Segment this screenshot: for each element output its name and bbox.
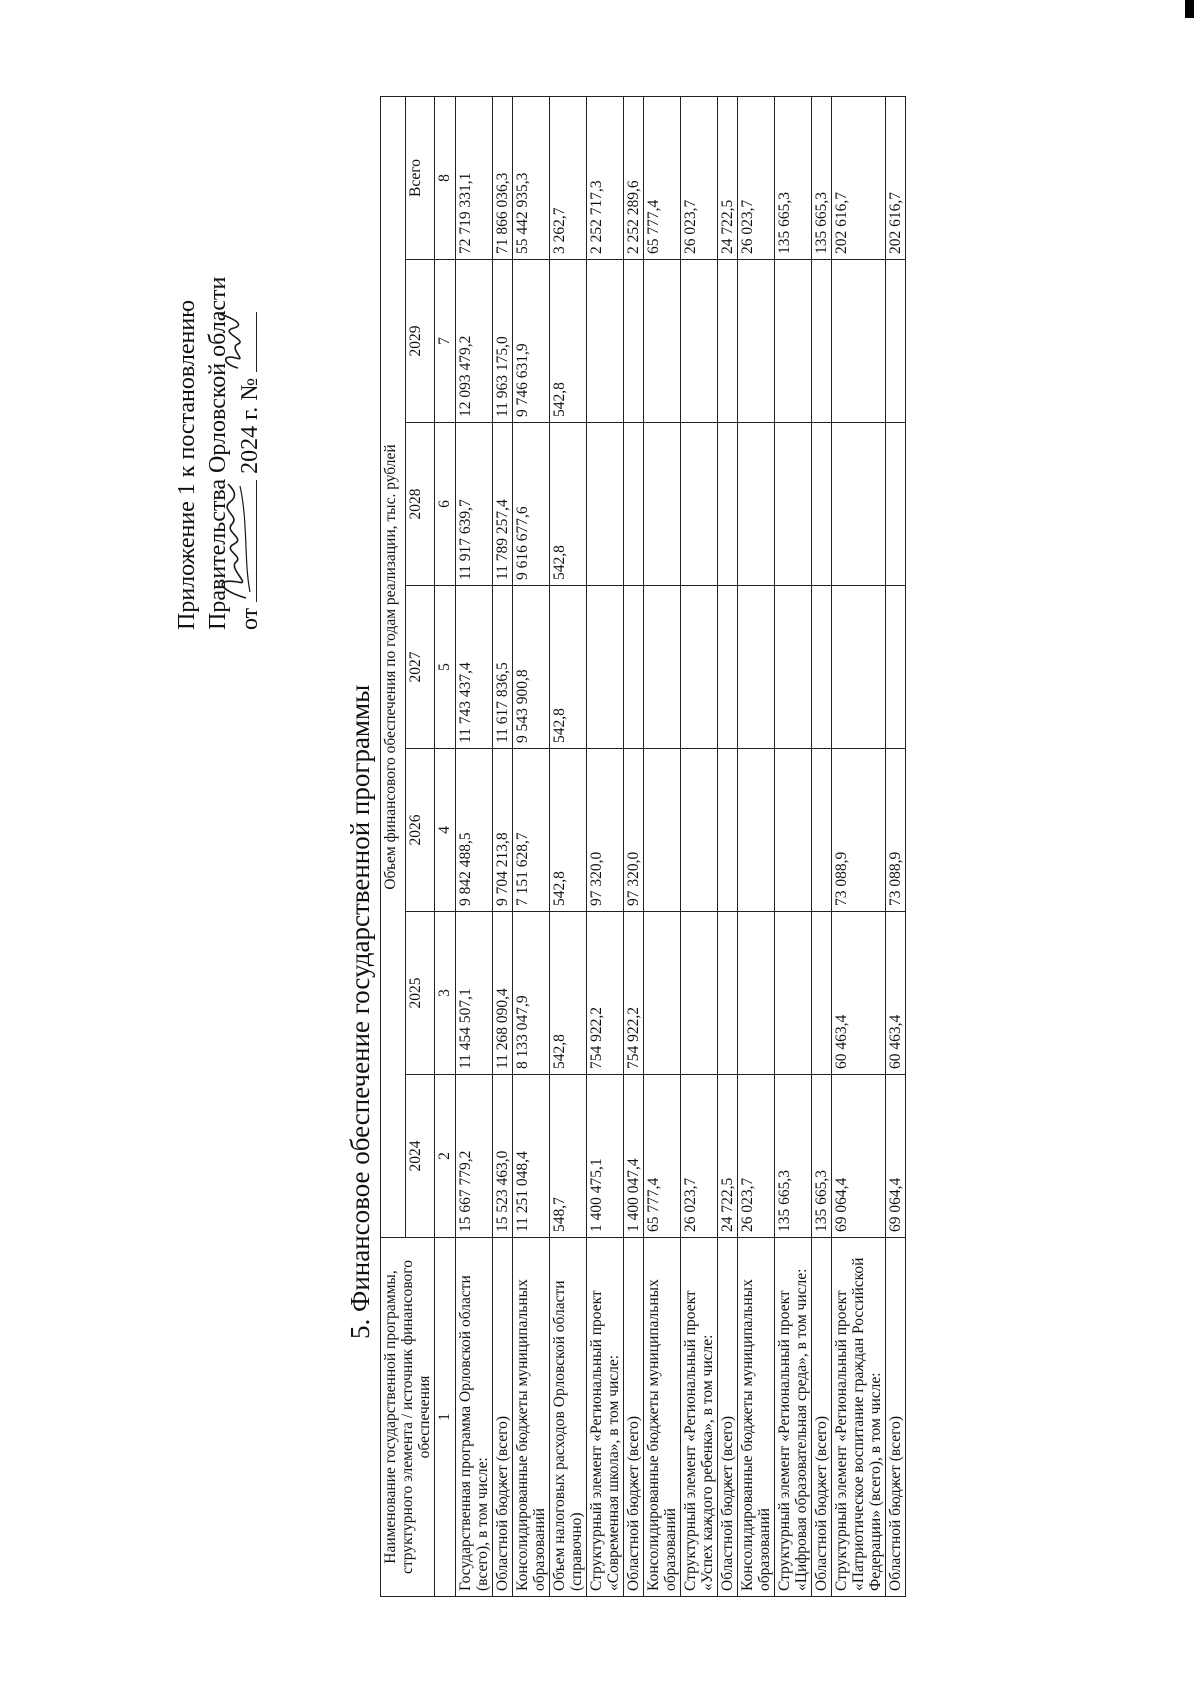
value-cell: 60 463,4: [832, 912, 886, 1075]
row-name: Консолидированные бюджеты муниципальных образований: [738, 1238, 775, 1597]
value-cell: 542,8: [550, 749, 587, 912]
index-cell: 8: [435, 96, 456, 259]
value-cell: [812, 260, 832, 423]
value-cell: 97 320,0: [587, 749, 624, 912]
value-cell: 11 268 090,4: [493, 912, 513, 1075]
row-name: Структурный элемент «Региональный проект «Патриотическое воспитание граждан Российской Федерации» (всего), в том числе:: [832, 1238, 886, 1597]
value-cell: 542,8: [550, 912, 587, 1075]
value-cell: [886, 423, 906, 586]
value-cell: 26 023,7: [738, 1075, 775, 1238]
section-title: 5. Финансовое обеспечение государственной программы: [345, 684, 375, 1339]
value-cell: 2 252 717,3: [587, 96, 624, 259]
index-cell: 1: [435, 1238, 456, 1597]
row-name: Структурный элемент «Региональный проект «Цифровая образовательная среда», в том числе:: [775, 1238, 812, 1597]
value-cell: 754 922,2: [624, 912, 644, 1075]
row-name: Областной бюджет (всего): [493, 1238, 513, 1597]
value-cell: 11 789 257,4: [493, 423, 513, 586]
value-cell: [644, 586, 681, 749]
value-cell: 69 064,4: [832, 1075, 886, 1238]
value-cell: [587, 586, 624, 749]
table-row: [624, 96, 644, 1596]
value-cell: 9 746 631,9: [513, 260, 550, 423]
row-name: Консолидированные бюджеты муниципальных образований: [513, 1238, 550, 1597]
header-year: 2029: [406, 260, 435, 423]
value-cell: 2 252 289,6: [624, 96, 644, 259]
value-cell: 9 704 213,8: [493, 749, 513, 912]
value-cell: 97 320,0: [624, 749, 644, 912]
value-cell: 69 064,4: [886, 1075, 906, 1238]
value-cell: [587, 423, 624, 586]
value-cell: [886, 586, 906, 749]
value-cell: 71 866 036,3: [493, 96, 513, 259]
value-cell: 55 442 935,3: [513, 96, 550, 259]
value-cell: [812, 912, 832, 1075]
value-cell: 542,8: [550, 260, 587, 423]
value-cell: [718, 586, 738, 749]
value-cell: 135 665,3: [775, 96, 812, 259]
value-cell: [624, 586, 644, 749]
value-cell: 1 400 047,4: [624, 1075, 644, 1238]
value-cell: 65 777,4: [644, 1075, 681, 1238]
appendix-line-2: Правительства Орловской области: [205, 276, 231, 630]
appendix-block: [172, 277, 266, 630]
table-row: [493, 96, 513, 1596]
row-name: Структурный элемент «Региональный проект «Современная школа», в том числе:: [587, 1238, 624, 1597]
index-cell: 6: [435, 423, 456, 586]
value-cell: 11 963 175,0: [493, 260, 513, 423]
value-cell: [681, 586, 718, 749]
value-cell: 11 917 639,7: [456, 423, 493, 586]
value-cell: 15 523 463,0: [493, 1075, 513, 1238]
value-cell: 26 023,7: [738, 96, 775, 259]
value-cell: 542,8: [550, 586, 587, 749]
header-total: Всего: [406, 96, 435, 259]
table-row: [644, 96, 681, 1596]
value-cell: 11 454 507,1: [456, 912, 493, 1075]
value-cell: [624, 423, 644, 586]
date-prefix: от: [237, 607, 263, 630]
value-cell: [775, 749, 812, 912]
header-year: 2028: [406, 423, 435, 586]
value-cell: [718, 912, 738, 1075]
value-cell: [738, 423, 775, 586]
header-name-column: Наименование государственной программы, структурного элемента / источник финансового обеспечения: [381, 1238, 435, 1597]
value-cell: 12 093 479,2: [456, 260, 493, 423]
table-row: [718, 96, 738, 1596]
value-cell: 7 151 628,7: [513, 749, 550, 912]
table-row: [832, 96, 886, 1596]
value-cell: [624, 260, 644, 423]
table-row: [587, 96, 624, 1596]
table-row: [513, 96, 550, 1596]
index-cell: 5: [435, 586, 456, 749]
value-cell: [886, 260, 906, 423]
value-cell: 135 665,3: [775, 1075, 812, 1238]
value-cell: [681, 749, 718, 912]
value-cell: [681, 423, 718, 586]
value-cell: 15 667 779,2: [456, 1075, 493, 1238]
value-cell: [738, 912, 775, 1075]
row-name: Областной бюджет (всего): [812, 1238, 832, 1597]
table-row: [456, 96, 493, 1596]
value-cell: 73 088,9: [832, 749, 886, 912]
value-cell: 26 023,7: [681, 1075, 718, 1238]
index-cell: 7: [435, 260, 456, 423]
row-name: Областной бюджет (всего): [624, 1238, 644, 1597]
value-cell: [832, 260, 886, 423]
row-name: Государственная программа Орловской области (всего), в том числе:: [456, 1238, 493, 1597]
value-cell: 8 133 047,9: [513, 912, 550, 1075]
row-name: Областной бюджет (всего): [718, 1238, 738, 1597]
value-cell: 754 922,2: [587, 912, 624, 1075]
value-cell: [681, 260, 718, 423]
header-year: 2027: [406, 586, 435, 749]
date-year: 2024 г. №: [237, 377, 263, 474]
value-cell: [812, 749, 832, 912]
header-group: Объем финансового обеспечения по годам реализации, тыс. рублей: [381, 96, 406, 1237]
value-cell: [775, 912, 812, 1075]
value-cell: 72 719 331,1: [456, 96, 493, 259]
handwritten-number: [234, 312, 257, 372]
appendix-line-3: [234, 277, 266, 630]
table-row: [681, 96, 718, 1596]
value-cell: [738, 260, 775, 423]
value-cell: [681, 912, 718, 1075]
table-row: [886, 96, 906, 1596]
value-cell: 11 743 437,4: [456, 586, 493, 749]
value-cell: [644, 749, 681, 912]
index-cell: 2: [435, 1075, 456, 1238]
value-cell: [775, 260, 812, 423]
value-cell: 9 616 677,6: [513, 423, 550, 586]
value-cell: [718, 260, 738, 423]
value-cell: 135 665,3: [812, 96, 832, 259]
value-cell: 202 616,7: [832, 96, 886, 259]
value-cell: 60 463,4: [886, 912, 906, 1075]
value-cell: [718, 423, 738, 586]
header-year: 2024: [406, 1075, 435, 1238]
value-cell: 11 251 048,4: [513, 1075, 550, 1238]
value-cell: 9 842 488,5: [456, 749, 493, 912]
financing-table: [380, 96, 906, 1597]
index-cell: 3: [435, 912, 456, 1075]
value-cell: 202 616,7: [886, 96, 906, 259]
header-year: 2026: [406, 749, 435, 912]
value-cell: 73 088,9: [886, 749, 906, 912]
value-cell: [644, 260, 681, 423]
value-cell: [644, 912, 681, 1075]
appendix-line-1: Приложение 1 к постановлению: [174, 299, 200, 630]
value-cell: 542,8: [550, 423, 587, 586]
value-cell: 65 777,4: [644, 96, 681, 259]
value-cell: [738, 586, 775, 749]
value-cell: [812, 586, 832, 749]
value-cell: [832, 423, 886, 586]
row-name: Областной бюджет (всего): [886, 1238, 906, 1597]
value-cell: [832, 586, 886, 749]
value-cell: 135 665,3: [812, 1075, 832, 1238]
value-cell: [718, 749, 738, 912]
value-cell: 24 722,5: [718, 1075, 738, 1238]
value-cell: 3 262,7: [550, 96, 587, 259]
value-cell: [775, 586, 812, 749]
table-row: [738, 96, 775, 1596]
table-row: [550, 96, 587, 1596]
value-cell: [775, 423, 812, 586]
row-name: Объем налоговых расходов Орловской области (справочно): [550, 1238, 587, 1597]
value-cell: [812, 423, 832, 586]
table-body: [456, 96, 906, 1596]
table-row: [775, 96, 812, 1596]
header-year: 2025: [406, 912, 435, 1075]
value-cell: 24 722,5: [718, 96, 738, 259]
value-cell: 11 617 836,5: [493, 586, 513, 749]
table-row: [812, 96, 832, 1596]
value-cell: 548,7: [550, 1075, 587, 1238]
value-cell: [738, 749, 775, 912]
handwritten-date: [234, 480, 257, 602]
value-cell: [587, 260, 624, 423]
value-cell: 26 023,7: [681, 96, 718, 259]
value-cell: 1 400 475,1: [587, 1075, 624, 1238]
row-name: Консолидированные бюджеты муниципальных образований: [644, 1238, 681, 1597]
index-cell: 4: [435, 749, 456, 912]
value-cell: [644, 423, 681, 586]
row-name: Структурный элемент «Региональный проект «Успех каждого ребенка», в том числе:: [681, 1238, 718, 1597]
value-cell: 9 543 900,8: [513, 586, 550, 749]
scan-corner-mark: [1185, 0, 1194, 18]
